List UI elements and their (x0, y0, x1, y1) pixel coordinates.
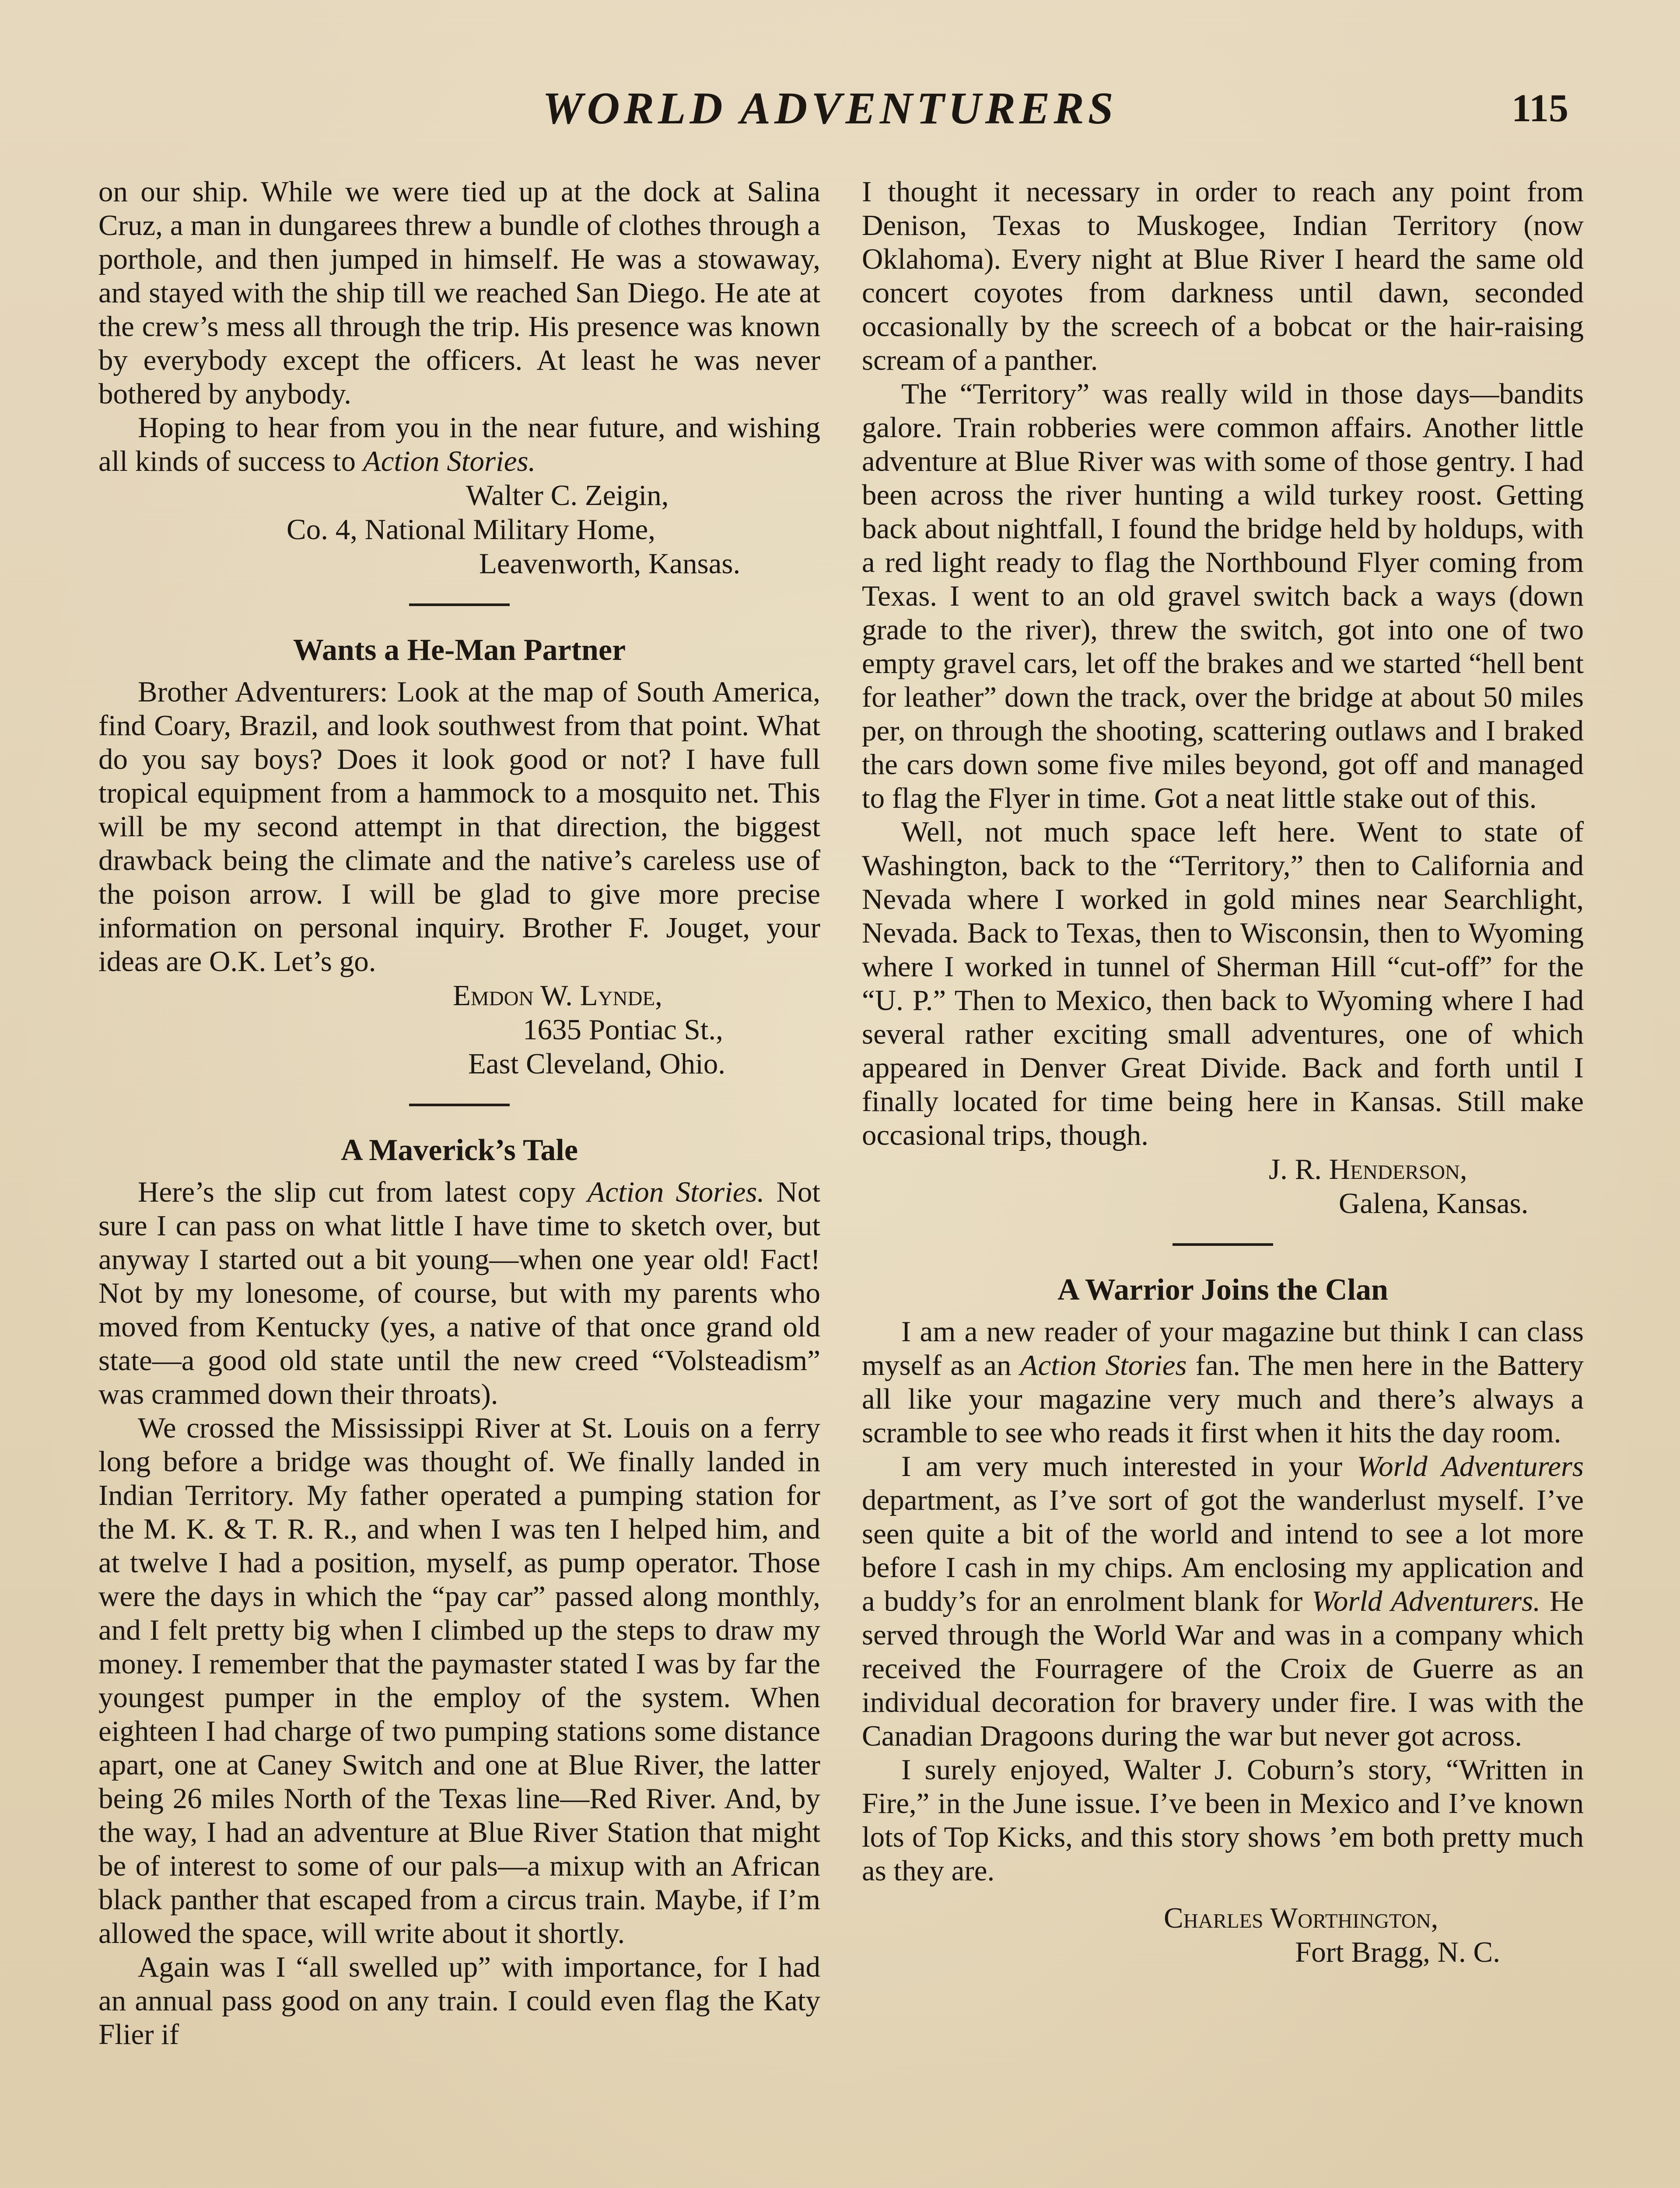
letter4-heading: A Warrior Joins the Clan (1057, 1273, 1388, 1307)
letter4-signature-line2: Fort Bragg, N. C. (1295, 1936, 1500, 1968)
section-divider (1172, 1243, 1273, 1246)
letter1-paragraph: on our ship. While we were tied up at the dock at Salina Cruz, a man in dungarees threw a bundle of clothes through a porthole, and then jumped in himself. He was a stowaway, and stayed with the ship till we reached San Diego. He ate at the crew’s mess all through the trip. His presence was known by everybody except the officers. At least he was never bothered by anybody. (98, 175, 820, 410)
letter4-paragraph-2 (862, 1450, 1584, 1753)
letter3-continued-paragraph-1: I thought it necessary in order to reach any point from Denison, Texas to Muskogee, Indian Territory (now Oklahoma). Every night at Blue River I heard the same old concert coyotes from darkness until dawn, seconded occasionally by the screech of a bobcat or the hair-raising scream of a panther. (862, 175, 1584, 376)
letter4-p1-text: I am a new reader of your magazine but think I can class myself as an (862, 1315, 1584, 1382)
letter3-heading: A Maverick’s Tale (341, 1133, 578, 1167)
letter3-paragraph-1 (98, 1175, 820, 1411)
letter4-paragraph-1 (862, 1315, 1584, 1450)
letter4-signature-name: Charles Worthington, (1164, 1902, 1438, 1934)
right-column (862, 175, 1584, 1969)
letter4-p1-text-cont: fan. The men here in the Battery all like your magazine very much and there’s always a scramble to see who reads it first when it hits the day room. (862, 1349, 1584, 1449)
left-column (98, 175, 820, 2051)
section-divider (409, 603, 510, 606)
letter3-p1-text-cont: Not sure I can pass on what little I have time to sketch over, but anyway I started out a bit young—when one year old! Fact! Not by my lonesome, of course, but with my parents who moved from Kentucky (yes, a native of that once grand old state—a good old state until the new creed “Volsteadism” was crammed down their throats). (98, 1176, 821, 1410)
letter4-p2-text-cont: department, as I’ve sort of got the wanderlust myself. I’ve seen quite a bit of the world and intend to see a lot more before I cash in my chips. Am enclosing my application and a buddy’s for an enrolment blank for (862, 1484, 1584, 1617)
letter1-signature-line3: Leavenworth, Kansas. (479, 547, 741, 580)
letter3-signature-line2: Galena, Kansas. (1339, 1187, 1529, 1220)
letter2-heading: Wants a He-Man Partner (293, 633, 626, 667)
letter1-signature-name: Walter C. Zeigin, (466, 479, 669, 512)
letter3-continued-paragraph-3: Well, not much space left here. Went to state of Washington, back to the “Territory,” then to California and Nevada where I worked in gold mines near Searchlight, Nevada. Back to Texas, then to Wisconsin, then to Wyoming where I worked in tunnel of Sherman Hill “cut-off” for the “U. P.” Then to Mexico, then back to Wyoming where I had several rather exciting small adventures, one of which appeared in Denver Great Divide. Back and forth until I finally located for time being here in Kansas. Still make occasional trips, though. (862, 816, 1584, 1151)
letter1-closing (98, 411, 820, 478)
letter1-closing-text: Hoping to hear from you in the near future, and wishing all kinds of success to (98, 411, 820, 477)
letter3-continued-paragraph-2: The “Territory” was really wild in those days—bandits galore. Train robberies were common affairs. Another little adventure at Blue River was with some of those gentry. I had been across the river hunting a wild turkey roost. Getting back about nightfall, I found the bridge held by holdups, with a red light ready to flag the Northbound Flyer coming from Texas. I went to an old gravel switch back a ways (down grade to the river), threw the switch, got into one of two empty gravel cars, let off the brakes and we started “hell bent for leather” down the track, over the bridge at about 50 miles per, on through the shooting, scattering outlaws and I braked the cars down some five miles beyond, got off and managed to flag the Flyer in time. Got a neat little stake out of this. (862, 378, 1584, 814)
letter3-signature-name: J. R. Henderson, (1269, 1153, 1467, 1185)
page-header (0, 66, 1680, 140)
letter4-p1-magazine-title: Action Stories (1020, 1349, 1187, 1382)
letter2-body: Brother Adventurers: Look at the map of South America, find Coary, Brazil, and look southwest from that point. What do you say boys? Does it look good or not? I have full tropical equipment from a hammock to a mosquito net. This will be my second attempt in that direction, the biggest drawback being the climate and the native’s careless use of the poison arrow. I will be glad to give more precise information on personal inquiry. Brother F. Jouget, your ideas are O.K. Let’s go. (98, 676, 820, 978)
letter4-paragraph-3: I surely enjoyed, Walter J. Coburn’s story, “Written in Fire,” in the June issue. I’ve been in Mexico and I’ve known lots of Top Kicks, and this story shows ’em both pretty much as they are. (862, 1753, 1584, 1887)
letter3-p1-text: Here’s the slip cut from latest copy (138, 1176, 588, 1208)
letter4-p2-text: I am very much interested in your (901, 1450, 1357, 1483)
letter4-p2-department-title: World Adventurers (1357, 1450, 1584, 1483)
letter1-closing-magazine-title: Action Stories. (363, 445, 536, 477)
letter4-p2-text-end: He served through the World War and was in a company which received the Fourragere of the Croix de Guerre as an individual decoration for bravery under fire. I was with the Canadian Dragoons during the war but never got across. (862, 1585, 1584, 1752)
letter2-signature-line2: 1635 Pontiac St., (523, 1013, 723, 1046)
section-divider (409, 1104, 510, 1106)
letter3-paragraph-2: We crossed the Mississippi River at St. Louis on a ferry long before a bridge was thought of. We finally landed in Indian Territory. My father operated a pumping station for the M. K. & T. R. R., and when I was ten I helped him, and at twelve I had a position, myself, as pump operator. Those were the days in which the “pay car” passed along monthly, and I felt pretty big when I climbed up the steps to draw my money. I remember that the paymaster stated I was by far the youngest pumper in the employ of the system. When eighteen I had charge of two pumping stations some distance apart, one at Caney Switch and one at Blue River, the latter being 26 miles North of the Texas line—Red River. And, by the way, I had an adventure at Blue River Station that might be of interest to some of our pals—a mixup with an African black panther that escaped from a circus train. Maybe, if I’m allowed the space, will write about it shortly. (98, 1412, 820, 1950)
letter4-p2-department-title-2: World Adventurers. (1312, 1585, 1540, 1617)
page-number: 115 (1512, 87, 1569, 130)
letter3-p1-magazine-title: Action Stories. (587, 1176, 765, 1208)
letter1-signature-line2: Co. 4, National Military Home, (287, 513, 655, 546)
running-head: WORLD ADVENTURERS (542, 83, 1117, 133)
letter2-signature-name: Emdon W. Lynde, (453, 979, 662, 1012)
letter3-paragraph-3: Again was I “all swelled up” with importance, for I had an annual pass good on any train. I could even flag the Katy Flier if (98, 1951, 820, 2051)
letter2-signature-line3: East Cleveland, Ohio. (468, 1048, 725, 1080)
